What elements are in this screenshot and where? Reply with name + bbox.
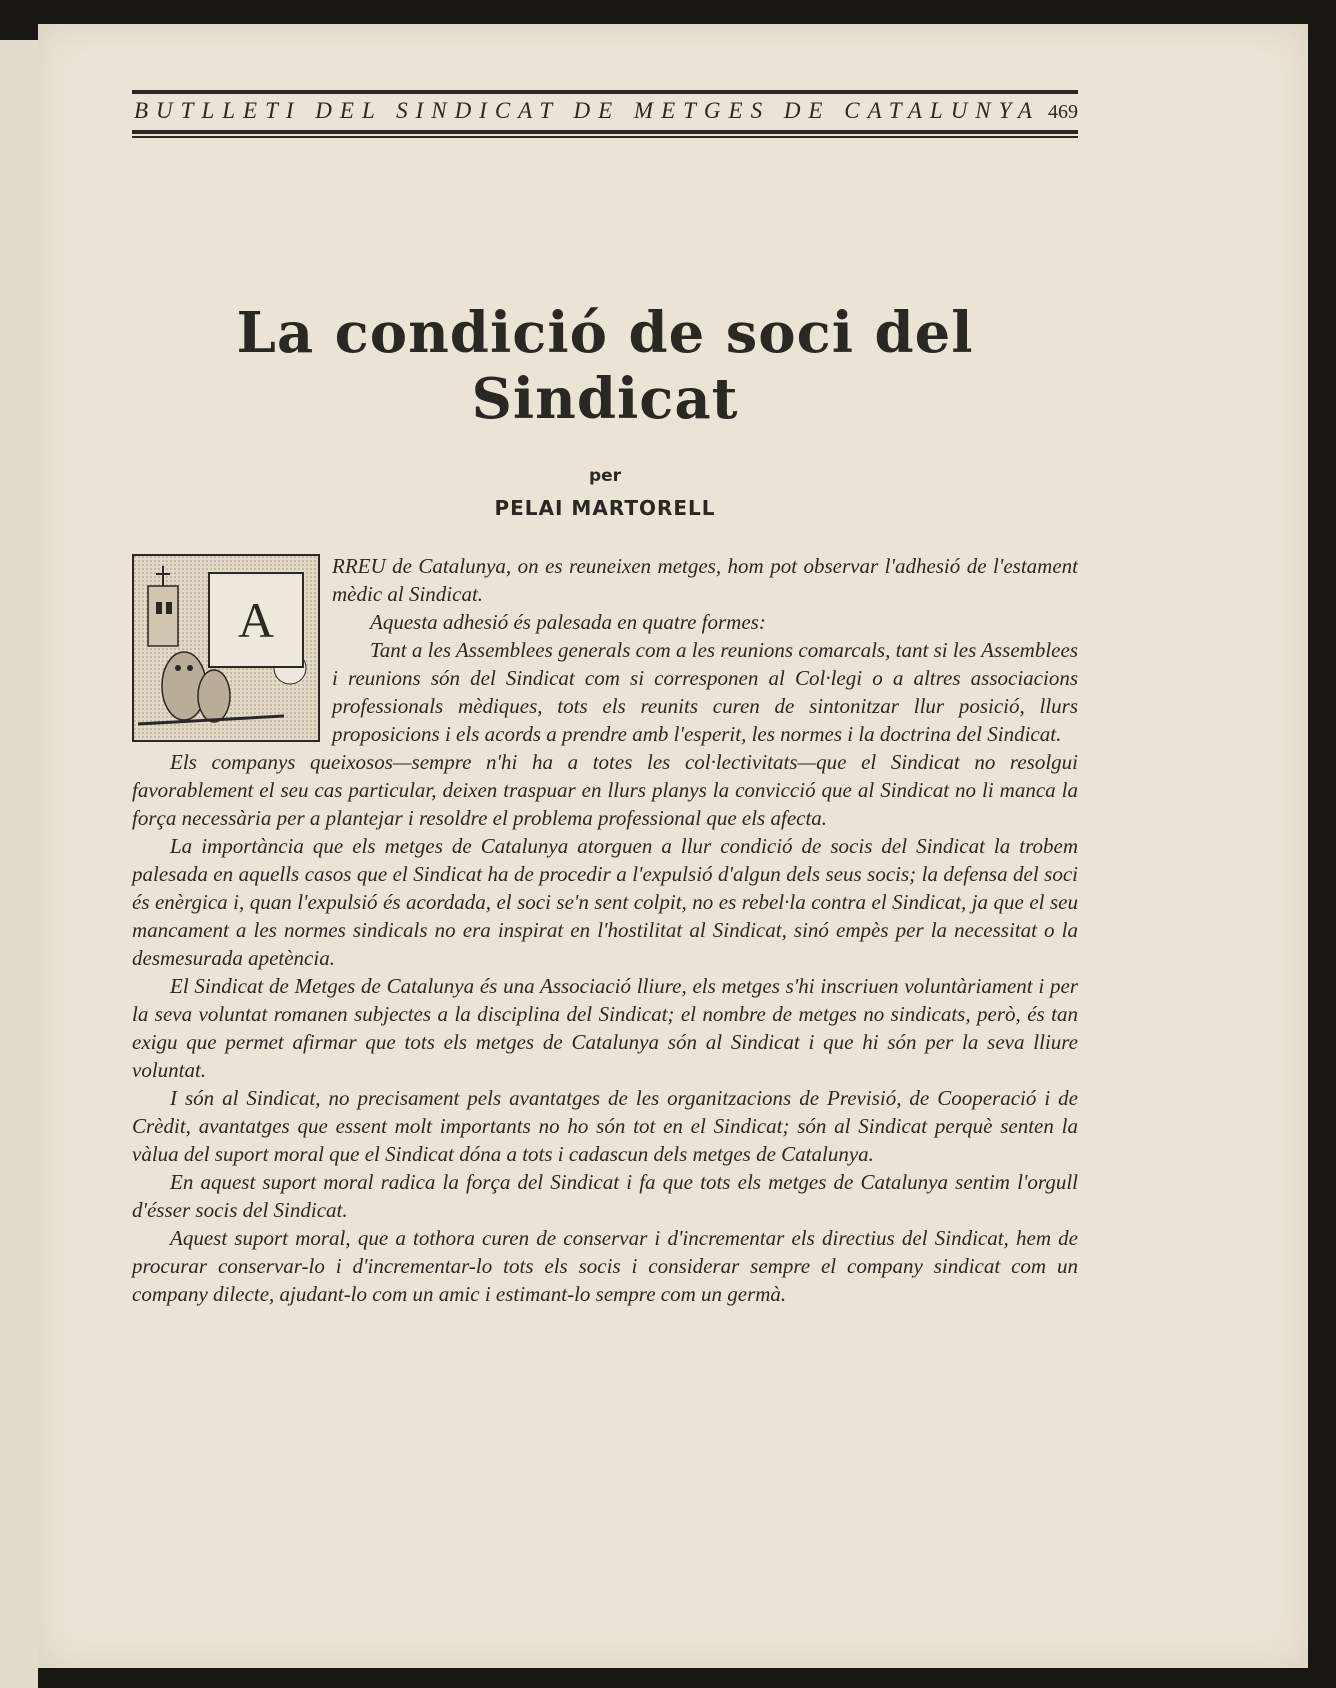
journal-title: BUTLLETI DEL SINDICAT DE METGES DE CATALUNYA (134, 98, 1040, 123)
paragraph: En aquest suport moral radica la força del Sindicat i fa que tots els metges de Catalunya sentim l'orgull d'ésser socis del Sindicat. (132, 1170, 1078, 1222)
header-rule-bottom (132, 130, 1078, 134)
article-author: PELAI MARTORELL (494, 496, 716, 520)
byline-prefix: per (588, 466, 622, 486)
paragraph: I són al Sindicat, no precisament pels avantatges de les organitzacions de Previsió, de Cooperació i de Crèdit, avantatges que essent molt importants no ho són tot en el Sindicat; són al Sindicat perquè senten la vàlua del suport moral que el Sindicat dóna a tots i cadascun dels metges de Catalunya. (132, 1086, 1078, 1166)
page-number: 469 (1048, 101, 1078, 123)
paragraph: Tant a les Assemblees generals com a les reunions comarcals, tant si les Assemblees i reunions són del Sindicat com si corresponen al Col·legi o a altres associacions professionals mèdiques, tots els reunits curen de sintonitzar llur posició, llurs proposicions i els acords a prendre amb l'esperit, les normes i la doctrina del Sindicat. (332, 638, 1078, 746)
paragraph: Aquesta adhesió és palesada en quatre formes: (370, 610, 766, 634)
drop-cap-illustration (132, 554, 320, 742)
drop-cap-letter: A (208, 572, 304, 668)
paragraph: La importància que els metges de Catalunya atorguen a llur condició de socis del Sindicat la trobem palesada en aquells casos que el Sindicat ha de procedir a l'expulsió d'algun dels seus socis; la defensa del soci és enèrgica i, quan l'expulsió és acordada, el soci se'n sent colpit, no es rebel·la contra el Sindicat, ja que el seu mancament a les normes sindicals no era inspirat en l'hostilitat al Sindicat, sinó empès per la necessitat o la desmesurada apetència. (132, 834, 1078, 970)
article-title: La condició de soci del Sindicat (236, 300, 974, 432)
header-rule-top (132, 90, 1078, 94)
paragraph: RREU de Catalunya, on es reuneixen metges, hom pot observar l'adhesió de l'estament mèdic al Sindicat. (332, 554, 1078, 606)
page-edge (0, 40, 38, 1688)
paragraph: Aquest suport moral, que a tothora curen de conservar i d'incrementar els directius del Sindicat, hem de procurar conservar-lo i d'incrementar-lo tots els socis i considerar sempre el company sindicat com un company dilecte, ajudant-lo com un amic i estimant-lo sempre com un germà. (132, 1226, 1078, 1306)
paragraph: Els companys queixosos—sempre n'hi ha a totes les col·lectivitats—que el Sindicat no resolgui favorablement el seu cas particular, deixen traspuar en llurs planys la convicció que al Sindicat no li manca la força necessària per a plantejar i resoldre el problema professional que els afecta. (132, 750, 1078, 830)
header-rule-bottom-thin (132, 136, 1078, 138)
running-header (132, 94, 1078, 130)
paragraph: El Sindicat de Metges de Catalunya és una Associació lliure, els metges s'hi inscriuen voluntàriament i per la seva voluntat romanen subjectes a la disciplina del Sindicat; el nombre de metges no sindicats, però, és tan exigu que permet afirmar que tots els metges de Catalunya són al Sindicat i que hi són per la seva lliure voluntat. (132, 974, 1078, 1082)
article-body (132, 552, 1078, 1308)
page-content (132, 90, 1078, 1308)
